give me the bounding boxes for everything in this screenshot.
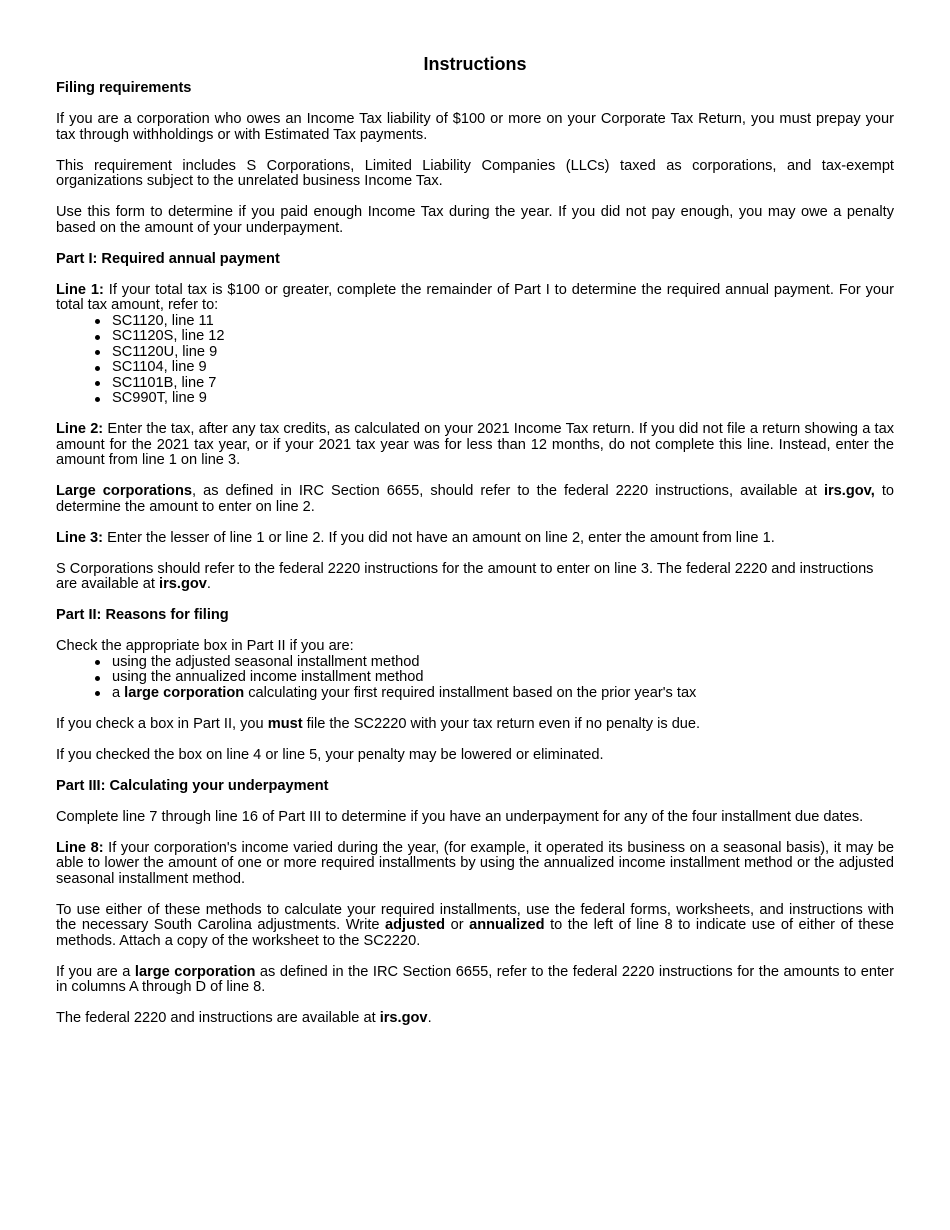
s-corporations-paragraph	[56, 562, 894, 593]
period: .	[206, 576, 211, 592]
filing-paragraph-2: This requirement includes S Corporations, Limited Liability Companies (LLCs) taxed as corporations, and tax-exempt organizations subject to the unrelated business Income Tax.	[56, 157, 894, 189]
list-item: SC1101B, line 7	[112, 376, 894, 392]
filing-paragraph-1: If you are a corporation who owes an Income Tax liability of $100 or more on your Corporate Tax Return, you must prepay your tax through withholdings or with Estimated Tax payments.	[56, 111, 894, 143]
must-file-paragraph	[56, 717, 894, 733]
large-corporation-paragraph	[56, 965, 894, 996]
large-corporations-text-end: to determine the amount to enter on line 2.	[56, 483, 894, 515]
irs-link[interactable]: irs.gov,	[823, 483, 875, 499]
line2-label: Line 2:	[56, 421, 104, 437]
line3-label: Line 3:	[56, 529, 104, 546]
must-text-end: file the SC2220 with your tax return even if no penalty is due.	[302, 715, 701, 732]
part2-lead: Check the appropriate box in Part II if you are:	[56, 638, 354, 654]
list-item: using the annualized income installment method	[112, 670, 894, 686]
line1-paragraph	[56, 283, 894, 314]
filing-requirements-heading: Filing requirements	[56, 80, 192, 96]
list-item: using the adjusted seasonal installment method	[112, 655, 894, 671]
large-corporations-label: Large corporations	[56, 483, 192, 499]
s-corporations-text: S Corporations should refer to the federal 2220 instructions for the amount to enter on line 3. The federal 2220 and instructions are available at	[56, 560, 874, 592]
line8-text: If your corporation's income varied during the year, (for example, it operated its business on a seasonal basis), it may be able to lower the amount of one or more required installments by using the annualized income installment method or the adjusted seasonal installment method.	[56, 839, 894, 887]
line1-text: If your total tax is $100 or greater, complete the remainder of Part I to determine the required annual payment. For your total tax amount, refer to:	[56, 281, 895, 313]
instructions-body	[56, 81, 894, 1042]
list-item: SC1120S, line 12	[112, 329, 894, 345]
line8-label: Line 8:	[56, 839, 104, 856]
part2-heading: Part II: Reasons for filing	[56, 607, 229, 623]
list-item: SC990T, line 9	[112, 391, 894, 407]
part3-heading: Part III: Calculating your underpayment	[56, 777, 329, 794]
methods-paragraph	[56, 903, 894, 950]
must-text: If you check a box in Part II, you	[56, 715, 268, 732]
large-text-end: as defined in the IRC Section 6655, refer to the federal 2220 instructions for the amounts to enter in columns A through D of line 8.	[56, 963, 894, 995]
federal-paragraph	[56, 1011, 894, 1027]
part1-heading: Part I: Required annual payment	[56, 250, 280, 267]
list-item	[112, 686, 894, 702]
line8-paragraph	[56, 841, 894, 888]
line2-text: Enter the tax, after any tax credits, as calculated on your 2021 Income Tax return. If you did not file a return showing a tax amount for the 2021 tax year, or if your 2021 tax year was for less than 12 months, do not complete this line. Instead, enter the amount from line 1 on line 3.	[56, 421, 894, 468]
adjusted-term: adjusted	[385, 917, 446, 933]
penalty-lowered-paragraph: If you checked the box on line 4 or line 5, your penalty may be lowered or eliminated.	[56, 746, 604, 763]
part3-paragraph-1: Complete line 7 through line 16 of Part III to determine if you have an underpayment for any of the four installment due dates.	[56, 808, 864, 825]
line1-label: Line 1:	[56, 281, 104, 298]
large-corporations-paragraph	[56, 484, 894, 515]
irs-link[interactable]: irs.gov	[159, 576, 207, 592]
large-corporation-term: large corporation	[124, 684, 245, 701]
large-corporations-text: , as defined in IRC Section 6655, should refer to the federal 2220 instructions, available at	[191, 483, 824, 499]
line3-text: Enter the lesser of line 1 or line 2. If you did not have an amount on line 2, enter the amount from line 1.	[103, 529, 775, 546]
annualized-term: annualized	[469, 917, 545, 933]
list-item: SC1104, line 9	[112, 360, 894, 376]
line3-paragraph	[56, 531, 894, 547]
list-item: SC1120U, line 9	[112, 345, 894, 361]
federal-text: The federal 2220 and instructions are available at	[56, 1010, 380, 1026]
item-text-end: calculating your first required installment based on the prior year's tax	[244, 684, 697, 701]
filing-paragraph-3: Use this form to determine if you paid enough Income Tax during the year. If you did not pay enough, you may owe a penalty based on the amount of your underpayment.	[56, 204, 894, 236]
list-item: SC1120, line 11	[112, 314, 894, 330]
methods-text: To use either of these methods to calculate your required installments, use the federal forms, worksheets, and instructions with the necessary South Carolina adjustments. Write	[56, 901, 894, 933]
large-corporation-term: large corporation	[134, 963, 256, 980]
large-text: If you are a	[56, 963, 135, 980]
methods-text-end: to the left of line 8 to indicate use of either of these methods. Attach a copy of the worksheet to the SC2220.	[56, 917, 894, 949]
or-text: or	[445, 917, 470, 933]
reasons-list	[56, 655, 894, 702]
irs-link[interactable]: irs.gov	[379, 1010, 428, 1026]
tax-reference-list	[56, 314, 894, 407]
item-text: a	[112, 684, 125, 701]
must-term: must	[267, 715, 303, 732]
period: .	[427, 1010, 432, 1026]
line2-paragraph	[56, 422, 894, 469]
page-title: Instructions	[423, 54, 527, 74]
